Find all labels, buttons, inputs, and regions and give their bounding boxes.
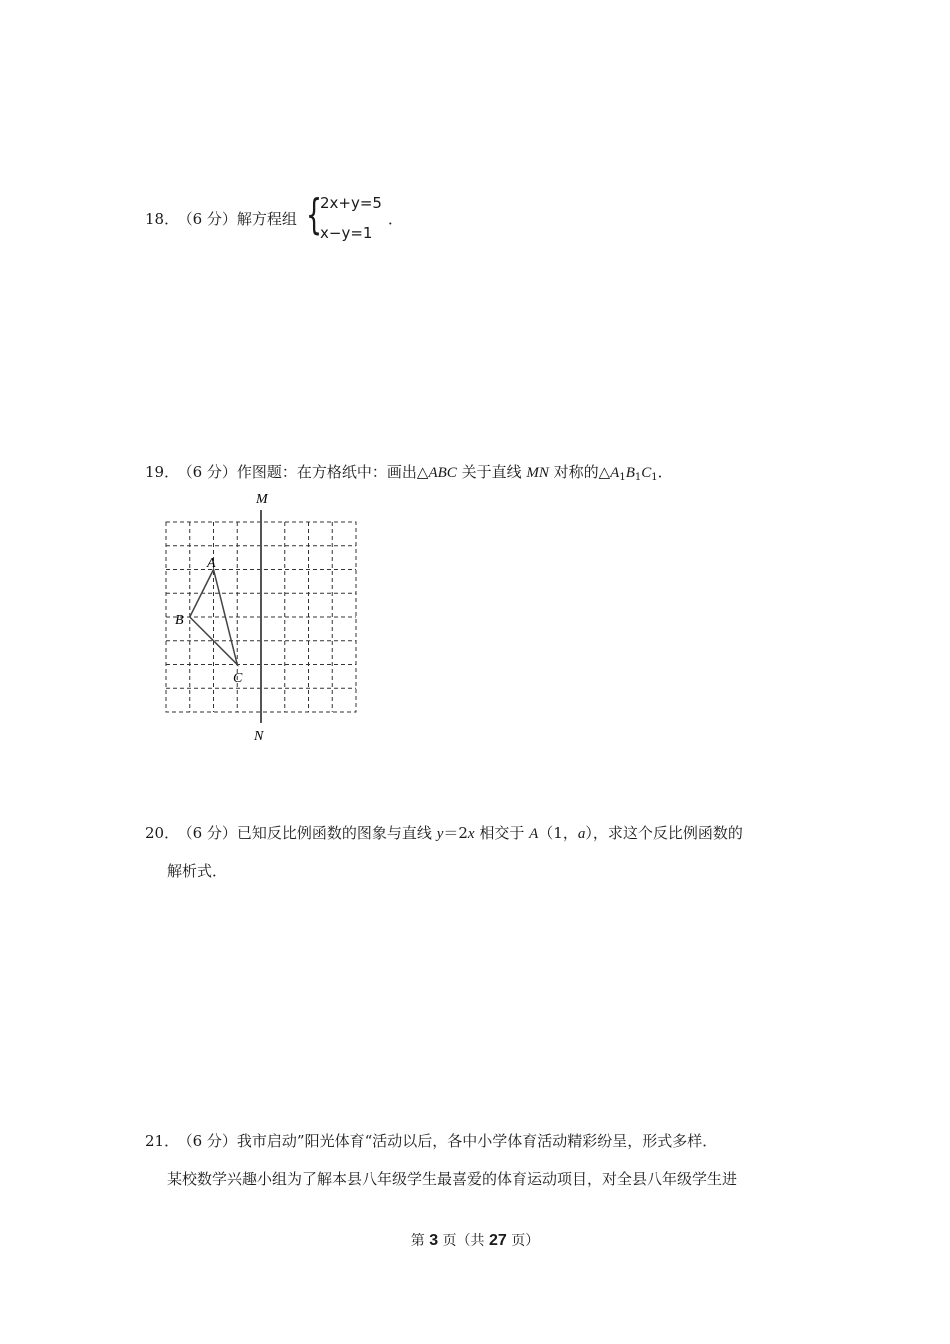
- brace-icon: {: [306, 190, 323, 239]
- question-21-line2: 某校数学兴趣小组为了解本县八年级学生最喜爱的体育运动项目，对全县八年级学生进: [167, 1170, 738, 1188]
- line-mn: MN: [526, 465, 549, 481]
- point-a: A: [529, 826, 539, 842]
- vertex-b1: B: [625, 465, 635, 481]
- question-number: 20．: [145, 824, 180, 842]
- label-c: C: [233, 671, 243, 686]
- footer-text: 第: [410, 1233, 430, 1249]
- var-a: a: [577, 826, 586, 842]
- var-x: x: [467, 826, 475, 842]
- label-m: M: [256, 492, 268, 507]
- question-20: [145, 822, 743, 843]
- footer-text: 页（共: [438, 1233, 489, 1249]
- question-number: 21．: [145, 1132, 180, 1150]
- stem-part: 关于直线: [456, 463, 527, 481]
- question-number: 18．: [145, 210, 180, 228]
- label-a: A: [207, 556, 216, 571]
- vertex-c1: C: [641, 465, 652, 481]
- page-footer: [0, 1230, 950, 1250]
- question-21: [145, 1130, 717, 1151]
- stem-part: 对称的△: [548, 463, 611, 481]
- stem-end: ．: [657, 463, 673, 481]
- page-number: 3: [429, 1232, 439, 1249]
- question-20-line2: 解析式．: [167, 862, 228, 880]
- stem-part: （1，: [538, 824, 578, 842]
- triangle-abc: ABC: [428, 465, 457, 481]
- page-total: 27: [489, 1232, 507, 1249]
- equation-2: x−y=1: [320, 224, 373, 242]
- stem-part: ＝2: [443, 824, 468, 842]
- var-y: y: [436, 826, 444, 842]
- equation-system: [306, 190, 396, 250]
- subscript: 1: [634, 472, 642, 483]
- equation-1: 2x+y=5: [320, 194, 382, 212]
- question-18-end: ．: [388, 210, 404, 228]
- question-stem: （6 分）解方程组: [185, 210, 297, 228]
- stem-part: （6 分）作图题：在方格纸中：画出△: [185, 463, 429, 481]
- footer-text: 页）: [506, 1233, 540, 1249]
- stem-part: 相交于: [474, 824, 530, 842]
- label-b: B: [175, 613, 184, 628]
- question-18: [145, 208, 297, 229]
- question-number: 19．: [145, 463, 180, 481]
- stem-part: （6 分）已知反比例函数的图象与直线: [185, 824, 437, 842]
- grid-figure: [150, 485, 370, 750]
- stem-line-1: （6 分）我市启动”阳光体育“活动以后，各中小学体育活动精彩纷呈，形式多样．: [185, 1132, 718, 1150]
- subscript: 1: [619, 472, 626, 483]
- question-19: [145, 461, 673, 483]
- label-n: N: [254, 729, 264, 744]
- stem-part: ），求这个反比例函数的: [585, 824, 743, 842]
- subscript: 1: [651, 472, 658, 483]
- vertex-a1: A: [610, 465, 620, 481]
